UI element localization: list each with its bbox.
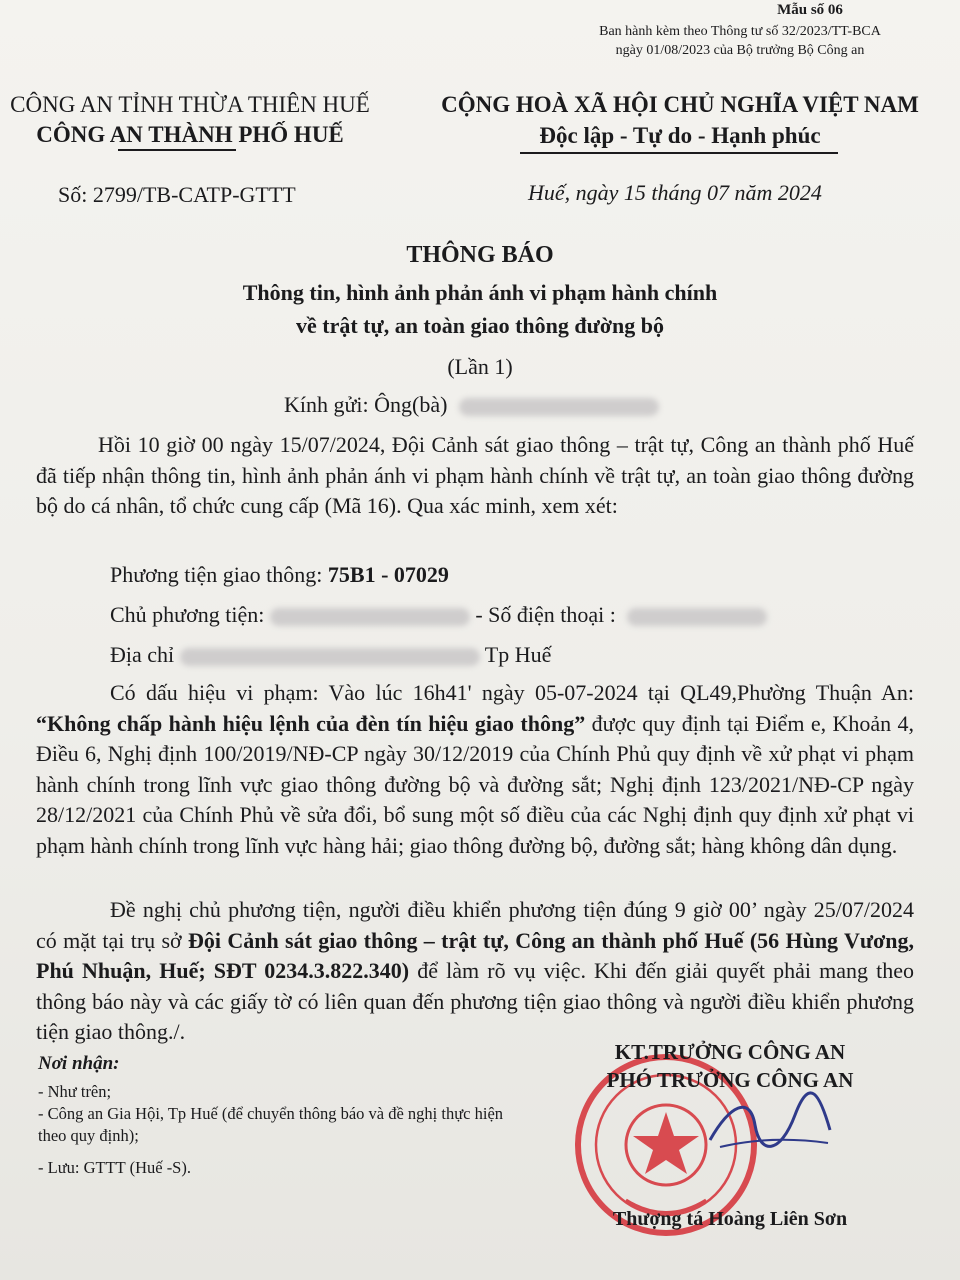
notice-subtitle-2: về trật tự, an toàn giao thông đường bộ: [295, 313, 664, 338]
redacted-recipient-name: [459, 398, 659, 416]
org-parent: CÔNG AN TỈNH THỪA THIÊN HUẾ: [10, 92, 370, 117]
paragraph-intro: Hồi 10 giờ 00 ngày 15/07/2024, Đội Cảnh sát giao thông – trật tự, Công an thành phố Huế đã tiếp nhận thông tin, hình ảnh phản ánh vi phạm hành chính về trật tự, an toàn giao thông đường bộ do cá nhân, tổ chức cung cấp (Mã 16). Qua xác minh, xem xét:: [36, 432, 914, 519]
address-suffix: Tp Huế: [484, 642, 552, 667]
motto-underline: [520, 152, 838, 154]
paragraph-request: [36, 895, 914, 1048]
org-name: CÔNG AN THÀNH PHỐ HUẾ: [36, 122, 344, 147]
handwritten-signature: [700, 1085, 840, 1165]
form-reference-line2: ngày 01/08/2023 của Bộ trưởng Bộ Công an: [615, 43, 865, 58]
signer-title-2: PHÓ TRƯỞNG CÔNG AN: [606, 1068, 854, 1092]
nation-title: CỘNG HOÀ XÃ HỘI CHỦ NGHĨA VIỆT NAM: [441, 92, 919, 117]
form-number: Mẫu số 06: [777, 2, 843, 18]
redacted-owner-name: [270, 608, 470, 626]
violation-text-a: Có dấu hiệu vi phạm: Vào lúc 16h41' ngày 05-07-2024 tại QL49,Phường Thuận An:: [110, 680, 914, 705]
request-office: Đội Cảnh sát giao thông – trật tự, Công an thành phố Huế (56 Hùng Vương, Phú Nhuận, Huế; SĐT 0234.3.822.340): [36, 927, 914, 984]
signer-name: Thượng tá Hoàng Liên Sơn: [612, 1208, 848, 1230]
motto: Độc lập - Tự do - Hạnh phúc: [539, 123, 821, 148]
recipients-item-3: - Lưu: GTTT (Huế -S).: [38, 1158, 191, 1177]
request-text-c: để làm rõ vụ việc. Khi đến giải quyết phải mang theo thông báo này và các giấy tờ có liên quan đến phương tiện giao thông và người điều khiển phương tiện giao thông./.: [36, 958, 915, 1045]
request-text-a: Đề nghị chủ phương tiện, người điều khiển phương tiện đúng 9 giờ 00’ ngày 25/07/2024 có mặt tại trụ sở: [36, 897, 914, 953]
owner-line: [110, 602, 767, 628]
violation-quote: “Không chấp hành hiệu lệnh của đèn tín hiệu giao thông”: [36, 710, 586, 736]
notice-subtitle-1: Thông tin, hình ảnh phản ánh vi phạm hành chính: [242, 280, 718, 305]
recipients-item-2: - Công an Gia Hội, Tp Huế (để chuyển thông báo và đề nghị thực hiện theo quy định);: [38, 1104, 504, 1145]
address-label: Địa chỉ: [110, 642, 175, 667]
phone-label: - Số điện thoại :: [475, 602, 616, 627]
form-reference-line1: Ban hành kèm theo Thông tư số 32/2023/TT-BCA: [599, 24, 881, 39]
violation-text-c: được quy định tại Điểm e, Khoản 4, Điều 6, Nghị định 100/2019/NĐ-CP ngày 30/12/2019 của Chính Phủ quy định về xử phạt vi phạm hành chính trong lĩnh vực giao thông đường bộ và đường sắt; Nghị định 123/2021/NĐ-CP ngày 28/12/2021 của Chính Phủ về sửa đổi, bổ sung một số điều của các Nghị định quy định xử phạt vi phạm hành chính trong lĩnh vực hàng hải; giao thông đường bộ, đường sắt; hàng không dân dụng.: [36, 710, 914, 858]
vehicle-label: Phương tiện giao thông:: [110, 562, 328, 587]
redacted-address: [180, 648, 480, 666]
notice-round: (Lần 1): [447, 354, 513, 379]
address-line: [110, 642, 551, 668]
recipient-line: [284, 392, 659, 418]
recipients-heading: Nơi nhận:: [38, 1053, 120, 1074]
paragraph-violation: [36, 678, 914, 862]
owner-label: Chủ phương tiện:: [110, 602, 265, 627]
org-underline: [118, 149, 236, 151]
signer-title-1: KT.TRƯỞNG CÔNG AN: [614, 1040, 846, 1064]
document-number: Số: 2799/TB-CATP-GTTT: [58, 182, 296, 207]
recipients-item-1: - Như trên;: [38, 1082, 112, 1101]
vehicle-line: [110, 562, 449, 588]
form-reference: [540, 22, 940, 60]
redacted-phone: [627, 608, 767, 626]
notice-title: THÔNG BÁO: [406, 242, 554, 268]
recipient-label: Kính gửi: Ông(bà): [284, 392, 448, 417]
vehicle-plate: 75B1 - 07029: [327, 562, 449, 587]
document-date: Huế, ngày 15 tháng 07 năm 2024: [528, 180, 822, 205]
